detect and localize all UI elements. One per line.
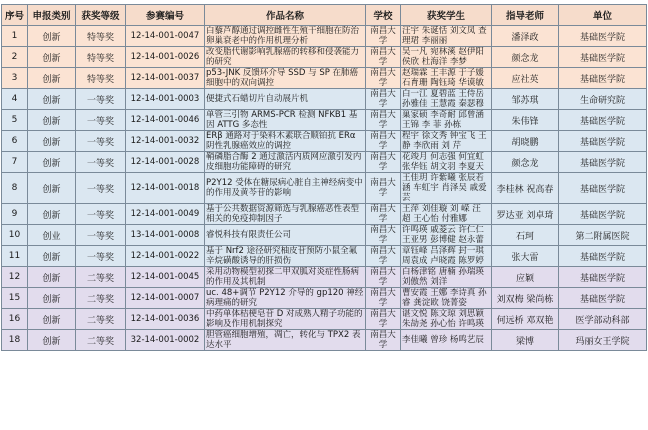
school-cell: 南昌大学 xyxy=(366,330,401,351)
serial-number-cell: 9 xyxy=(2,204,28,225)
award-level-cell: 特等奖 xyxy=(76,26,126,47)
school-cell: 南昌大学 xyxy=(366,131,401,152)
table-row xyxy=(2,89,647,110)
school-cell: 南昌大学 xyxy=(366,173,401,204)
advisor-cell: 张大雷 xyxy=(492,246,559,267)
work-title-cell: 便捷式石蜡切片自动展片机 xyxy=(205,89,366,110)
school-cell: 南昌大学 xyxy=(366,309,401,330)
table-row xyxy=(2,131,647,152)
work-title-cell: uc. 48+调节 P2Y12 介导的 gp120 神经病理痛的研究 xyxy=(205,288,366,309)
serial-number-cell: 15 xyxy=(2,288,28,309)
entry-code-cell: 32-14-001-0002 xyxy=(126,330,205,351)
unit-cell: 基础医学院 xyxy=(559,131,647,152)
work-title-cell: p53-JNK 反馈环介导 SSD 与 SP 在肺癌细胞中的双向调控 xyxy=(205,68,366,89)
unit-cell: 基础医学院 xyxy=(559,152,647,173)
advisor-cell: 胡晓鹏 xyxy=(492,131,559,152)
students-cell: 赵瑞霖 王丰源 于子媛 石育珊 陶钰琦 华谟敏 xyxy=(401,68,492,89)
unit-cell: 基础医学院 xyxy=(559,204,647,225)
unit-cell: 基础医学院 xyxy=(559,26,647,47)
entry-code-cell: 12-14-001-0036 xyxy=(126,309,205,330)
entry-code-cell: 12-14-001-0003 xyxy=(126,89,205,110)
serial-number-cell: 16 xyxy=(2,309,28,330)
serial-number-cell: 2 xyxy=(2,47,28,68)
advisor-cell: 应社英 xyxy=(492,68,559,89)
declaration-type-cell: 创新 xyxy=(28,267,76,288)
students-cell: 白杨津铭 唐楠 孙瑞瑛 刘傲然 刘洋 xyxy=(401,267,492,288)
work-title-cell: ERβ 通路对于染料木素联合顺铂抗 ERα 阴性乳腺癌效应的调控 xyxy=(205,131,366,152)
work-title-cell: 采用动物模型初探二甲双胍对炎症性肠病的作用及其机制 xyxy=(205,267,366,288)
declaration-type-cell: 创新 xyxy=(28,152,76,173)
table-row xyxy=(2,204,647,225)
col-number-header: 序号 xyxy=(2,5,28,26)
school-cell: 南昌大学 xyxy=(366,68,401,89)
col-students-header: 获奖学生 xyxy=(401,5,492,26)
entry-code-cell: 12-14-001-0032 xyxy=(126,131,205,152)
work-title-cell: 睿悦科技有限责任公司 xyxy=(205,225,366,246)
work-title-cell: 鞘磷脂合酶 2 通过激活内质网应激引发内皮细胞功能障碍的研究 xyxy=(205,152,366,173)
table-row xyxy=(2,309,647,330)
col-unit-header: 单位 xyxy=(559,5,647,26)
table-row xyxy=(2,173,647,204)
serial-number-cell: 8 xyxy=(2,173,28,204)
students-cell: 王萍 刘佳璇 刘 嵘 汪 超 王心怡 付雅娜 xyxy=(401,204,492,225)
students-cell: 巢家硕 李奇耐 邱曾涵 王锦 李 菲 孙栋 xyxy=(401,110,492,131)
declaration-type-cell: 创业 xyxy=(28,225,76,246)
advisor-cell: 李桂林 祝高春 xyxy=(492,173,559,204)
work-title-cell: 基于 Nrf2 途径研究柚皮苷预防小鼠全氟辛烷磺酸诱导的肝损伤 xyxy=(205,246,366,267)
header-row xyxy=(2,5,647,26)
entry-code-cell: 12-14-001-0022 xyxy=(126,246,205,267)
col-school-header: 学校 xyxy=(366,5,401,26)
entry-code-cell: 12-14-001-0018 xyxy=(126,173,205,204)
award-level-cell: 一等奖 xyxy=(76,246,126,267)
declaration-type-cell: 创新 xyxy=(28,47,76,68)
work-title-cell: 单管三引物 ARMS-PCR 检测 NFKB1 基因 ATTG 多态性 xyxy=(205,110,366,131)
declaration-type-cell: 创新 xyxy=(28,26,76,47)
declaration-type-cell: 创新 xyxy=(28,330,76,351)
entry-code-cell: 12-14-001-0047 xyxy=(126,26,205,47)
award-level-cell: 一等奖 xyxy=(76,225,126,246)
students-cell: 谌文悦 陈文琼 刘思颖 朱劼尧 孙心怡 许鸣瑛 xyxy=(401,309,492,330)
unit-cell: 基础医学院 xyxy=(559,68,647,89)
unit-cell: 玛丽女王学院 xyxy=(559,330,647,351)
table-row xyxy=(2,330,647,351)
serial-number-cell: 11 xyxy=(2,246,28,267)
school-cell: 南昌大学 xyxy=(366,288,401,309)
students-cell: 章钰峰 吕泽辉 封一琪 周袁成 卢晓霞 陈罗婷 xyxy=(401,246,492,267)
work-title-cell: 胆管癌细胞增殖，凋亡，转化与 TPX2 表达水平 xyxy=(205,330,366,351)
table-row xyxy=(2,68,647,89)
col-teacher-header: 指导老师 xyxy=(492,5,559,26)
students-cell: 许鸣瑛 戚菱云 许仁仁 王亚男 彭博健 赵永蕾 xyxy=(401,225,492,246)
table-row xyxy=(2,152,647,173)
school-cell: 南昌大学 xyxy=(366,204,401,225)
award-level-cell: 一等奖 xyxy=(76,89,126,110)
declaration-type-cell: 创新 xyxy=(28,246,76,267)
award-level-cell: 一等奖 xyxy=(76,110,126,131)
award-level-cell: 二等奖 xyxy=(76,330,126,351)
serial-number-cell: 6 xyxy=(2,131,28,152)
unit-cell: 基础医学院 xyxy=(559,47,647,68)
students-cell: 吴一凡 宛林溪 赵伊阳 侯欣 杜海洋 李梦 xyxy=(401,47,492,68)
col-code-header: 参赛编号 xyxy=(126,5,205,26)
advisor-cell: 罗达亚 刘卓琦 xyxy=(492,204,559,225)
declaration-type-cell: 创新 xyxy=(28,110,76,131)
work-title-cell: 改变脂代谢影响乳腺癌的转移和侵袭能力的研究 xyxy=(205,47,366,68)
award-level-cell: 特等奖 xyxy=(76,47,126,68)
declaration-type-cell: 创新 xyxy=(28,89,76,110)
school-cell: 南昌大学 xyxy=(366,246,401,267)
school-cell: 南昌大学 xyxy=(366,225,401,246)
school-cell: 南昌大学 xyxy=(366,110,401,131)
students-cell: 白一江 夏碧蓝 王侍岳 孙雅佳 王慧霞 秦瑟穆 xyxy=(401,89,492,110)
unit-cell: 医学部动科部 xyxy=(559,309,647,330)
school-cell: 南昌大学 xyxy=(366,47,401,68)
entry-code-cell: 12-14-001-0007 xyxy=(126,288,205,309)
serial-number-cell: 12 xyxy=(2,267,28,288)
declaration-type-cell: 创新 xyxy=(28,309,76,330)
school-cell: 南昌大学 xyxy=(366,152,401,173)
unit-cell: 第二附属医院 xyxy=(559,225,647,246)
table-row xyxy=(2,246,647,267)
table-row xyxy=(2,267,647,288)
entry-code-cell: 12-14-001-0049 xyxy=(126,204,205,225)
advisor-cell: 石珂 xyxy=(492,225,559,246)
declaration-type-cell: 创新 xyxy=(28,288,76,309)
col-type-header: 申报类别 xyxy=(28,5,76,26)
table-body xyxy=(2,26,647,351)
advisor-cell: 何远桥 邓双艳 xyxy=(492,309,559,330)
serial-number-cell: 1 xyxy=(2,26,28,47)
students-cell: 程宇 徐文秀 钟宝飞 王 静 李欣雨 刘 芹 xyxy=(401,131,492,152)
advisor-cell: 朱伟锋 xyxy=(492,110,559,131)
unit-cell: 基础医学院 xyxy=(559,173,647,204)
table-row xyxy=(2,110,647,131)
award-level-cell: 二等奖 xyxy=(76,309,126,330)
school-cell: 南昌大学 xyxy=(366,267,401,288)
award-level-cell: 二等奖 xyxy=(76,288,126,309)
students-cell: 花竣月 何志强 何宜虹 张华钰 胡文羽 李夏天 xyxy=(401,152,492,173)
entry-code-cell: 12-14-001-0045 xyxy=(126,267,205,288)
advisor-cell: 应颖 xyxy=(492,267,559,288)
declaration-type-cell: 创新 xyxy=(28,173,76,204)
entry-code-cell: 12-14-001-0026 xyxy=(126,47,205,68)
students-cell: 汪宇 朱诞恬 刘文凤 查理珺 李丽丽 xyxy=(401,26,492,47)
advisor-cell: 颜念龙 xyxy=(492,47,559,68)
serial-number-cell: 3 xyxy=(2,68,28,89)
entry-code-cell: 13-14-001-0008 xyxy=(126,225,205,246)
school-cell: 南昌大学 xyxy=(366,26,401,47)
serial-number-cell: 5 xyxy=(2,110,28,131)
award-level-cell: 特等奖 xyxy=(76,68,126,89)
award-level-cell: 一等奖 xyxy=(76,131,126,152)
advisor-cell: 刘双梅 梁尚栋 xyxy=(492,288,559,309)
col-level-header: 获奖等级 xyxy=(76,5,126,26)
declaration-type-cell: 创新 xyxy=(28,204,76,225)
work-title-cell: 基于公共数据资源筛选与乳腺癌恶性表型相关的免疫抑制因子 xyxy=(205,204,366,225)
work-title-cell: P2Y12 受体在糖尿病心脏自主神经病变中的作用及黄芩苷的影响 xyxy=(205,173,366,204)
table-row xyxy=(2,26,647,47)
award-level-cell: 二等奖 xyxy=(76,267,126,288)
entry-code-cell: 12-14-001-0028 xyxy=(126,152,205,173)
work-title-cell: 中药单体桔梗皂苷 D 对成熟人精子功能的影响及作用机制探究 xyxy=(205,309,366,330)
unit-cell: 基础医学院 xyxy=(559,246,647,267)
advisor-cell: 颜念龙 xyxy=(492,152,559,173)
table-row xyxy=(2,288,647,309)
serial-number-cell: 18 xyxy=(2,330,28,351)
school-cell: 南昌大学 xyxy=(366,89,401,110)
advisor-cell: 邹苏琪 xyxy=(492,89,559,110)
students-cell: 王佳玥 许紫曦 张辰若涵 车虹宇 肖泽吴 戚爱芸 xyxy=(401,173,492,204)
declaration-type-cell: 创新 xyxy=(28,68,76,89)
work-title-cell: 白藜芦醇通过调控雌性生殖干细胞在防治卵巢衰老中的作用机理分析 xyxy=(205,26,366,47)
awards-table xyxy=(1,4,647,351)
award-level-cell: 一等奖 xyxy=(76,152,126,173)
students-cell: 李佳曦 曾珍 杨鸣艺辰 xyxy=(401,330,492,351)
entry-code-cell: 12-14-001-0037 xyxy=(126,68,205,89)
award-level-cell: 一等奖 xyxy=(76,204,126,225)
advisor-cell: 潘泽政 xyxy=(492,26,559,47)
award-level-cell: 一等奖 xyxy=(76,173,126,204)
unit-cell: 基础医学院 xyxy=(559,267,647,288)
advisor-cell: 梁博 xyxy=(492,330,559,351)
serial-number-cell: 4 xyxy=(2,89,28,110)
unit-cell: 生命研究院 xyxy=(559,89,647,110)
unit-cell: 基础医学院 xyxy=(559,288,647,309)
table-row xyxy=(2,47,647,68)
serial-number-cell: 7 xyxy=(2,152,28,173)
col-title-header: 作品名称 xyxy=(205,5,366,26)
students-cell: 曹安霞 王娜 李诗真 孙睿 龚淀欧 饶菁姿 xyxy=(401,288,492,309)
declaration-type-cell: 创新 xyxy=(28,131,76,152)
entry-code-cell: 12-14-001-0046 xyxy=(126,110,205,131)
serial-number-cell: 10 xyxy=(2,225,28,246)
table-row xyxy=(2,225,647,246)
unit-cell: 基础医学院 xyxy=(559,110,647,131)
